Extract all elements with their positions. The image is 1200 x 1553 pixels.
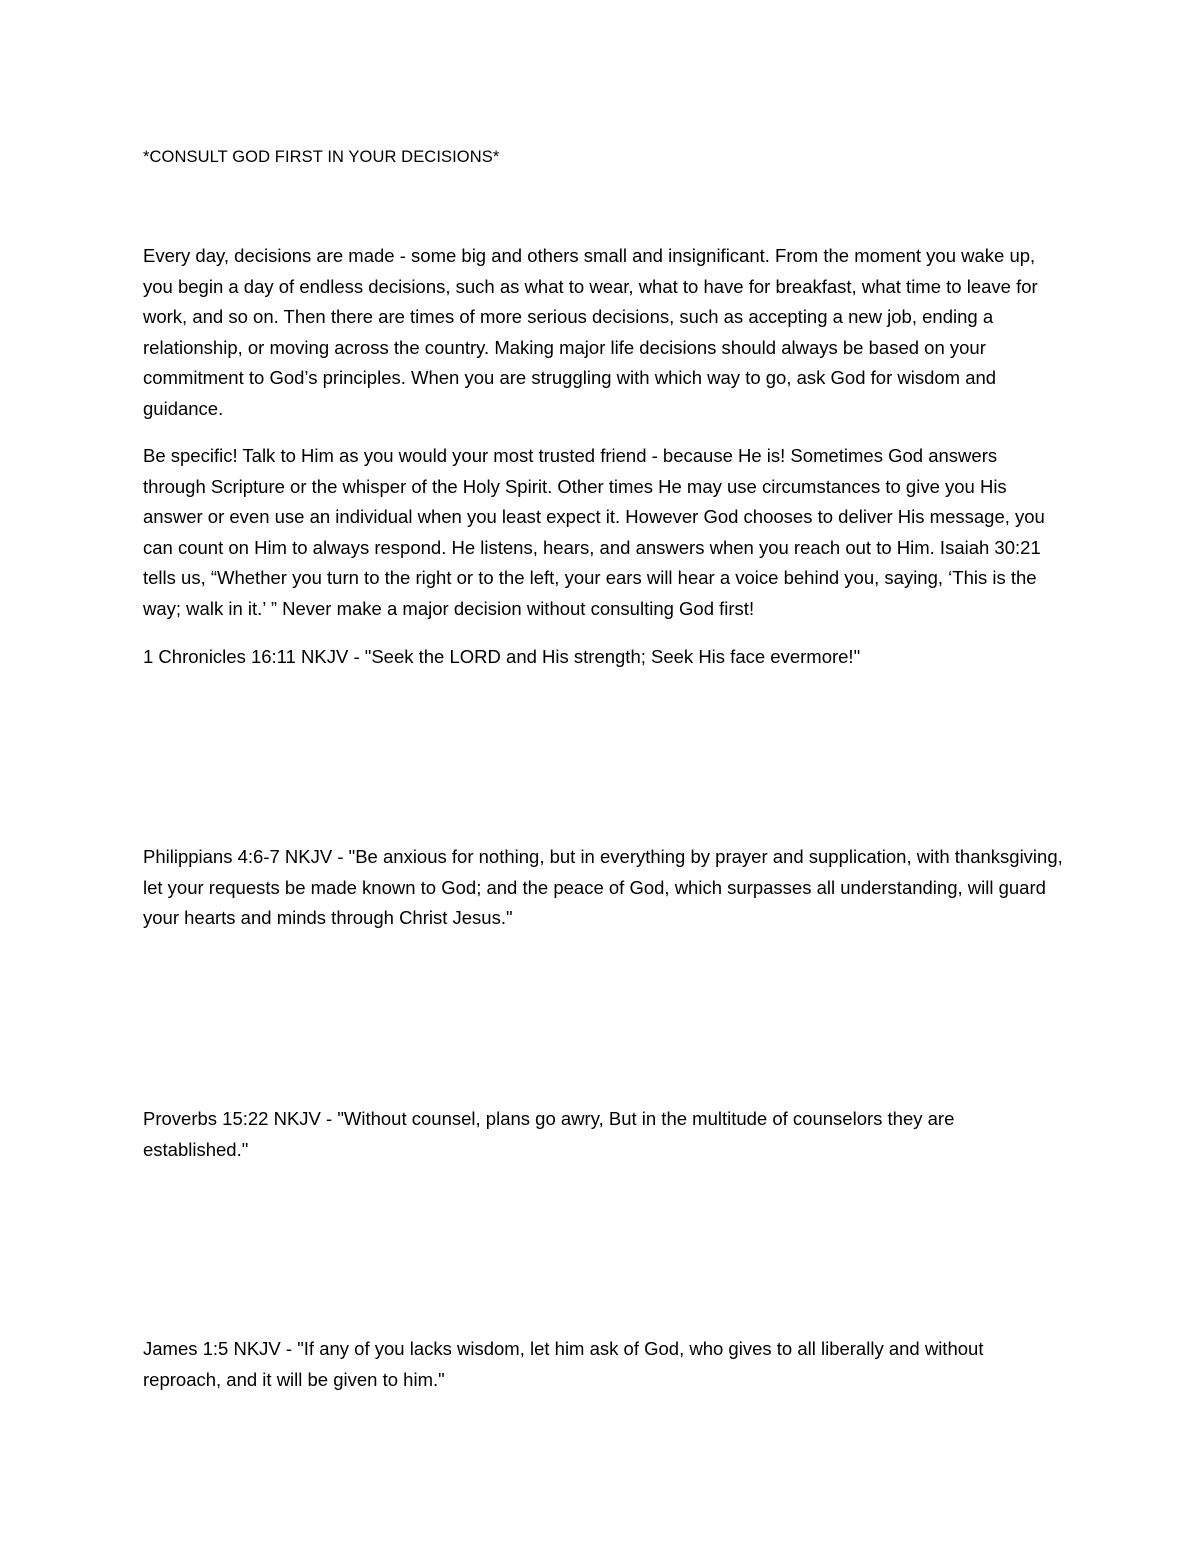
body-paragraph: Be specific! Talk to Him as you would your most trusted friend - because He is! Sometimes God answers through Scripture or the whisper of the Holy Spirit. Other times He may use circumstances to give you His answer or even use an individual when you least expect it. However God chooses to deliver His message, you can count on Him to always respond. He listens, hears, and answers when you reach out to Him. Isaiah 30:21 tells us, “Whether you turn to the right or to the left, your ears will hear a voice behind you, saying, ‘This is the way; walk in it.’ ” Never make a major decision without consulting God first! [143,445,1045,619]
intro-paragraph: Every day, decisions are made - some big and others small and insignificant. From the moment you wake up, you begin a day of endless decisions, such as what to wear, what to have for breakfast, what time to leave for work, and so on. Then there are times of more serious decisions, such as accepting a new job, ending a relationship, or moving across the country. Making major life decisions should always be based on your commitment to God’s principles. When you are struggling with which way to go, ask God for wisdom and guidance. [143,245,1038,419]
verse-1-chronicles: 1 Chronicles 16:11 NKJV - "Seek the LORD and His strength; Seek His face evermore!" [143,646,861,667]
verse-proverbs: Proverbs 15:22 NKJV - "Without counsel, plans go awry, But in the multitude of counselors they are established." [143,1108,955,1160]
verse-james: James 1:5 NKJV - "If any of you lacks wisdom, let him ask of God, who gives to all liberally and without reproach, and it will be given to him." [143,1338,984,1390]
document-title: *CONSULT GOD FIRST IN YOUR DECISIONS* [143,148,500,166]
verse-philippians: Philippians 4:6-7 NKJV - "Be anxious for nothing, but in everything by prayer and supplication, with thanksgiving, let your requests be made known to God; and the peace of God, which surpasses all understanding, will guard your hearts and minds through Christ Jesus." [143,846,1063,928]
